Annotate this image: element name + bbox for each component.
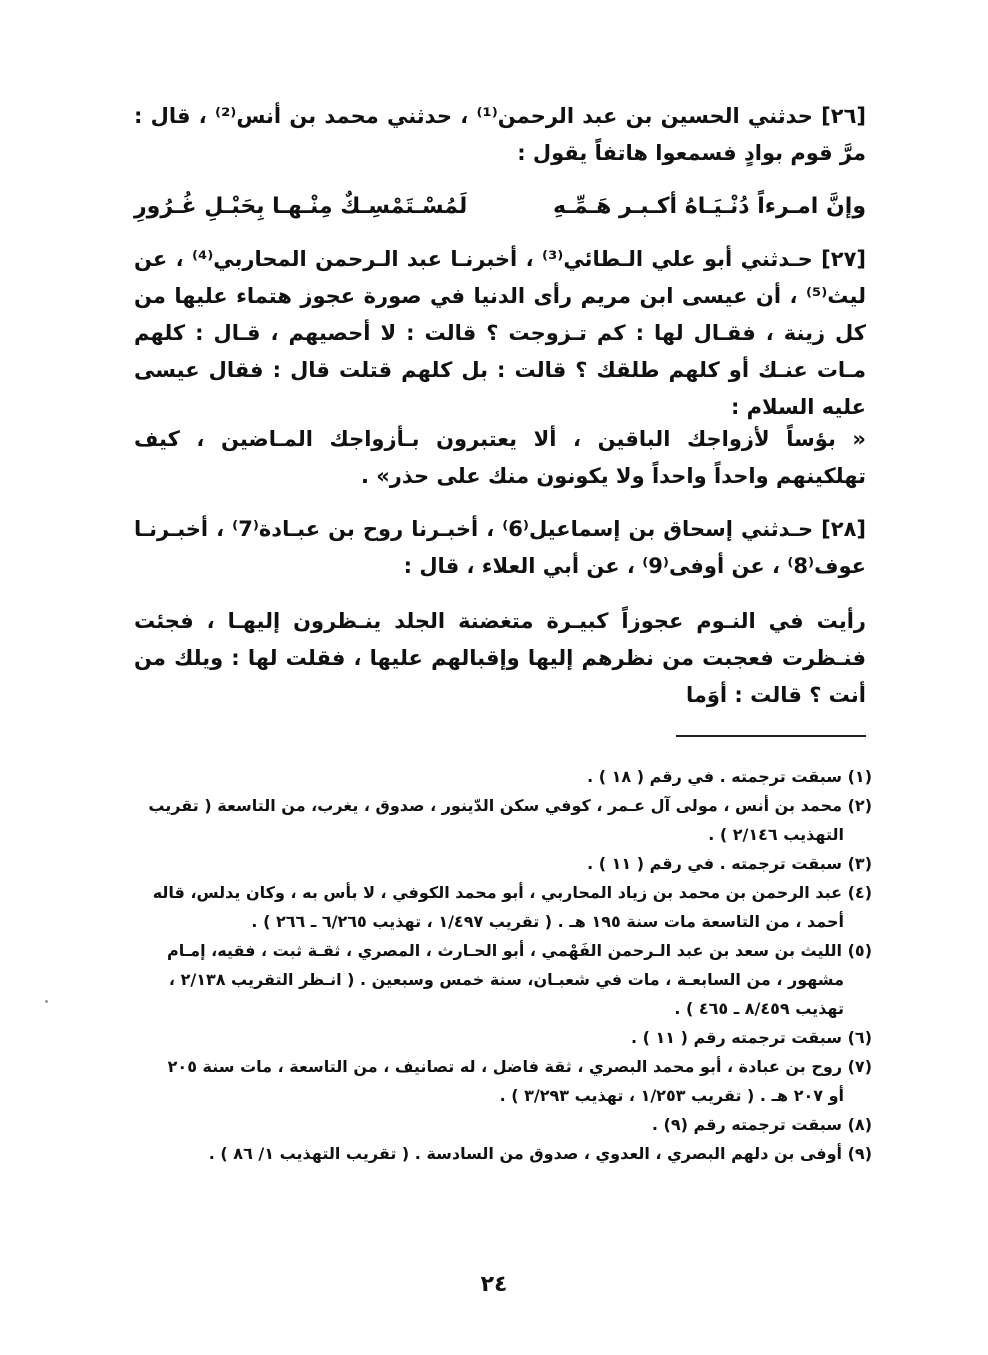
footnote-8 [134, 1110, 872, 1139]
paragraph-27 [134, 241, 866, 426]
footnote-8-text: (٨) سبقت ترجمته رقم (٩) . [651, 1115, 872, 1134]
footnote-9 [134, 1139, 872, 1168]
scan-speck [45, 1000, 48, 1003]
footnote-7-continuation: أو ٢٠٧ هـ . ( تقريب ١/٢٥٣ ، تهذيب ٣/٢٩٣ ) . [499, 1086, 844, 1105]
verse-first-hemistich: وإنَّ امـرءاً دُنْـيَـاهُ أكـبـر هَـمِّـهِ [552, 194, 866, 219]
paragraph-27-text: [٢٧] حـدثني أبو علي الـطائي⁽³⁾ ، أخبرنـا عبد الـرحمن المحاربي⁽⁴⁾ ، عن ليث⁽⁵⁾ ، أن عيسى ابن مريم رأى الدنيا في صورة عجوز هتماء عليها من كل زينة ، فقـال لها : كم تـزوجت ؟ قالت : لا أحصيهم ، قـال : كلهم مـات عنـك أو كلهم طلقك ؟ قالت : بل كلهم قتلت قال : فقال عيسى عليه السلام : [134, 247, 866, 419]
footnote-5-continuation: مشهور ، من السابعـة ، مات في شعبـان، سنة خمس وسبعين . ( انـظر التقريب ٢/١٣٨ ، [168, 970, 844, 989]
footnote-1-text: (١) سبقت ترجمته . في رقم ( ١٨ ) . [587, 767, 872, 786]
footnote-6 [134, 1023, 872, 1052]
footnote-3 [134, 849, 872, 878]
footnote-3-text: (٣) سبقت ترجمته . في رقم ( ١١ ) . [587, 854, 872, 873]
page-number: ٢٤ [480, 1272, 508, 1297]
paragraph-27-quote [134, 421, 866, 495]
footnote-4 [134, 878, 872, 936]
footnote-2 [134, 791, 872, 849]
paragraph-28-text: [٢٨] حـدثني إسحاق بن إسماعيل⁽6⁾ ، أخبـرنا روح بن عبـادة⁽7⁾ ، أخبـرنـا عوف⁽8⁾ ، عن أوفى⁽9⁾ ، عن أبي العلاء ، قال : [134, 517, 867, 578]
footnote-4-continuation: أحمد ، من التاسعة مات سنة ١٩٥ هـ . ( تقريب ١/٤٩٧ ، تهذيب ٦/٢٦٥ ـ ٢٦٦ ) . [251, 912, 844, 931]
footnote-4-text: (٤) عبد الرحمن بن محمد بن زياد المحاربي ، أبو محمد الكوفي ، لا بأس به ، وكان يدلس، قاله [152, 883, 872, 902]
footnote-2-text: (٢) محمد بن أنس ، مولى آل عـمر ، كوفي سكن الدّينور ، صدوق ، يغرب، من التاسعة ( تقريب [148, 796, 872, 815]
paragraph-26-line-1: [٢٦] حدثني الحسين بن عبد الرحمن⁽¹⁾ ، حدثني محمد بن أنس⁽²⁾ ، قال : [134, 104, 867, 128]
footnote-separator [676, 735, 866, 737]
footnote-9-text: (٩) أوفى بن دلهم البصري ، العدوي ، صدوق من السادسة . ( تقريب التهذيب ١/ ٨٦ ) . [208, 1144, 872, 1163]
footnote-2-continuation: التهذيب ٢/١٤٦ ) . [708, 825, 844, 844]
verse-second-hemistich: لَمُسْـتَمْسِـكٌ مِنْـهـا بِحَبْـلِ غُـرُورِ [134, 194, 468, 219]
narration-text: رأيت في النـوم عجوزاً كبيـرة متغضنة الجلد ينـظرون إليهـا ، فجئت فنـظرت فعجبت من نظرهم إليها وإقبالهم عليها ، فقلت لها : ويلك من أنت ؟ قالت : أوَما [134, 609, 866, 707]
footnote-5-text: (٥) الليث بن سعد بن عبد الـرحمن الفَهْمي ، أبو الحـارث ، المصري ، ثقـة ثبت ، فقيه، إمـام [166, 941, 872, 960]
paragraph-26-line-2: مرَّ قوم بوادٍ فسمعوا هاتفاً يقول : [517, 141, 866, 165]
paragraph-28-narration [134, 603, 866, 714]
paragraph-26 [134, 98, 866, 172]
footnotes [134, 762, 872, 1168]
footnote-5 [134, 936, 872, 1023]
quote-text: « بؤساً لأزواجك الباقين ، ألا يعتبرون بـأزواجك المـاضين ، كيف تهلكينهم واحداً واحداً ولا يكونون منك على حذر» . [134, 427, 866, 488]
footnote-5-continuation-2: تهذيب ٨/٤٥٩ ـ ٤٦٥ ) . [674, 999, 844, 1018]
footnote-1 [134, 762, 872, 791]
footnote-6-text: (٦) سبقت ترجمته رقم ( ١١ ) . [630, 1028, 872, 1047]
poetry-verse [134, 188, 866, 225]
footnote-7-text: (٧) روح بن عبادة ، أبو محمد البصري ، ثقة فاضل ، له تصانيف ، من التاسعة ، مات سنة ٢٠٥ [167, 1057, 872, 1076]
paragraph-28 [134, 511, 866, 585]
footnote-7 [134, 1052, 872, 1110]
